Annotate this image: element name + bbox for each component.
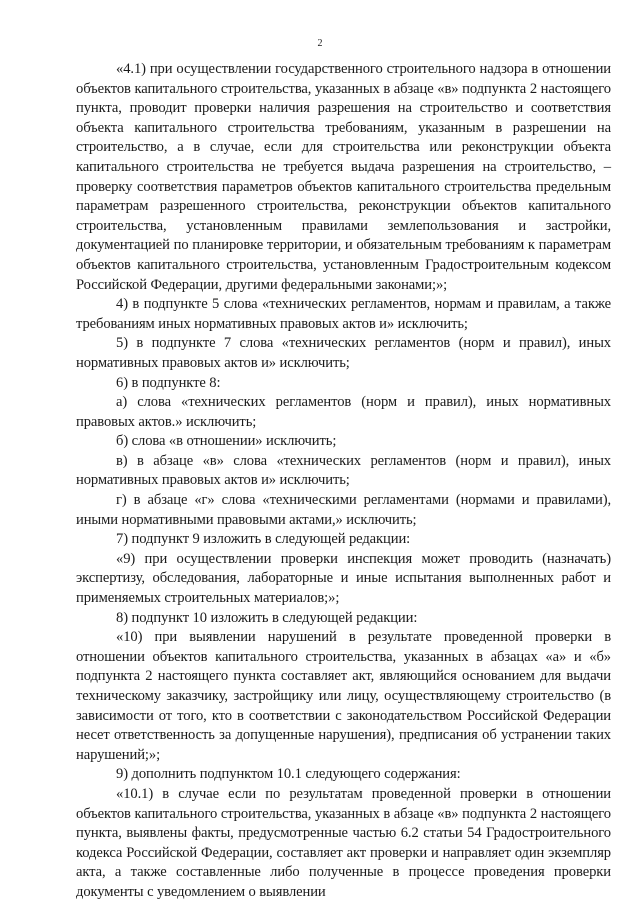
paragraph-subitem-9: «9) при осуществлении проверки инспекция может проводить (назначать) экспертизу, обследования, лабораторные и иные испытания выполненных работ и применяемых строительных материалов;»; xyxy=(76,550,611,607)
paragraph-item-5: 5) в подпункте 7 слова «технических регламентов (норм и правил), иных нормативных правовых актов и» исключить; xyxy=(76,335,611,371)
paragraph-item-4: 4) в подпункте 5 слова «технических регламентов, нормам и правилам, а также требованиям иных нормативных правовых актов и» исключить; xyxy=(76,296,611,332)
paragraph-item-6a: а) слова «технических регламентов (норм и правил), иных нормативных правовых актов.» исключить; xyxy=(76,394,611,430)
paragraph-item-6g: г) в абзаце «г» слова «техническими регламентами (нормами и правилами), иными нормативными правовыми актами,» исключить; xyxy=(76,492,611,528)
paragraph-item-6b: б) слова «в отношении» исключить; xyxy=(116,433,337,450)
paragraph-item-9: 9) дополнить подпунктом 10.1 следующего содержания: xyxy=(116,766,461,783)
paragraph-subitem-10: «10) при выявлении нарушений в результате проведенной проверки в отношении объектов капитального строительства, указанных в абзацах «а» и «б» подпункта 2 настоящего пункта составляет акт, являющийся основанием для выдачи техническому заказчику, застройщику или лицу, осуществляющему строительство (в зависимости от того, кто в соответствии с законодательством Российской Федерации несет ответственность за допущенные нарушения), предписания об устранении таких нарушений;»; xyxy=(76,629,611,763)
paragraph-item-7: 7) подпункт 9 изложить в следующей редакции: xyxy=(116,531,411,548)
paragraph-4-1: «4.1) при осуществлении государственного строительного надзора в отношении объектов капитального строительства, указанных в абзаце «в» подпункта 2 настоящего пункта, проводит проверки наличия разрешения на строительство и соответствия объекта капитального строительства требованиям, указанным в разрешении на строительство, а в случае, если для строительства или реконструкции объекта капитального строительства не требуется выдача разрешения на строительство, – проверку соответствия параметров объектов капитального строительства предельным параметрам разрешенного строительства, реконструкции объектов капитального строительства, установленным правилами землепользования и застройки, документацией по планировке территории, и обязательным требованиям к параметрам объектов капитального строительства, установленным Градостроительным кодексом Российской Федерации, другими федеральными законами;»; xyxy=(76,61,611,293)
document-body xyxy=(76,60,611,903)
paragraph-item-6v: в) в абзаце «в» слова «технических регламентов (норм и правил), иных нормативных правовых актов и» исключить; xyxy=(76,452,611,489)
paragraph-subitem-10-1: «10.1) в случае если по результатам проведенной проверки в отношении объектов капитального строительства, указанных в абзаце «в» подпункта 2 настоящего пункта, выявлены факты, предусмотренные частью 6.2 статьи 54 Градостроительного кодекса Российской Федерации, составляет акт проверки и направляет один экземпляр акта, а также составленные либо полученные в процессе проведения проверки документы с уведомлением о выявлении xyxy=(76,785,611,900)
paragraph-item-6: 6) в подпункте 8: xyxy=(116,374,221,391)
paragraph-item-8: 8) подпункт 10 изложить в следующей редакции: xyxy=(116,609,418,626)
page-number: 2 xyxy=(317,38,323,49)
